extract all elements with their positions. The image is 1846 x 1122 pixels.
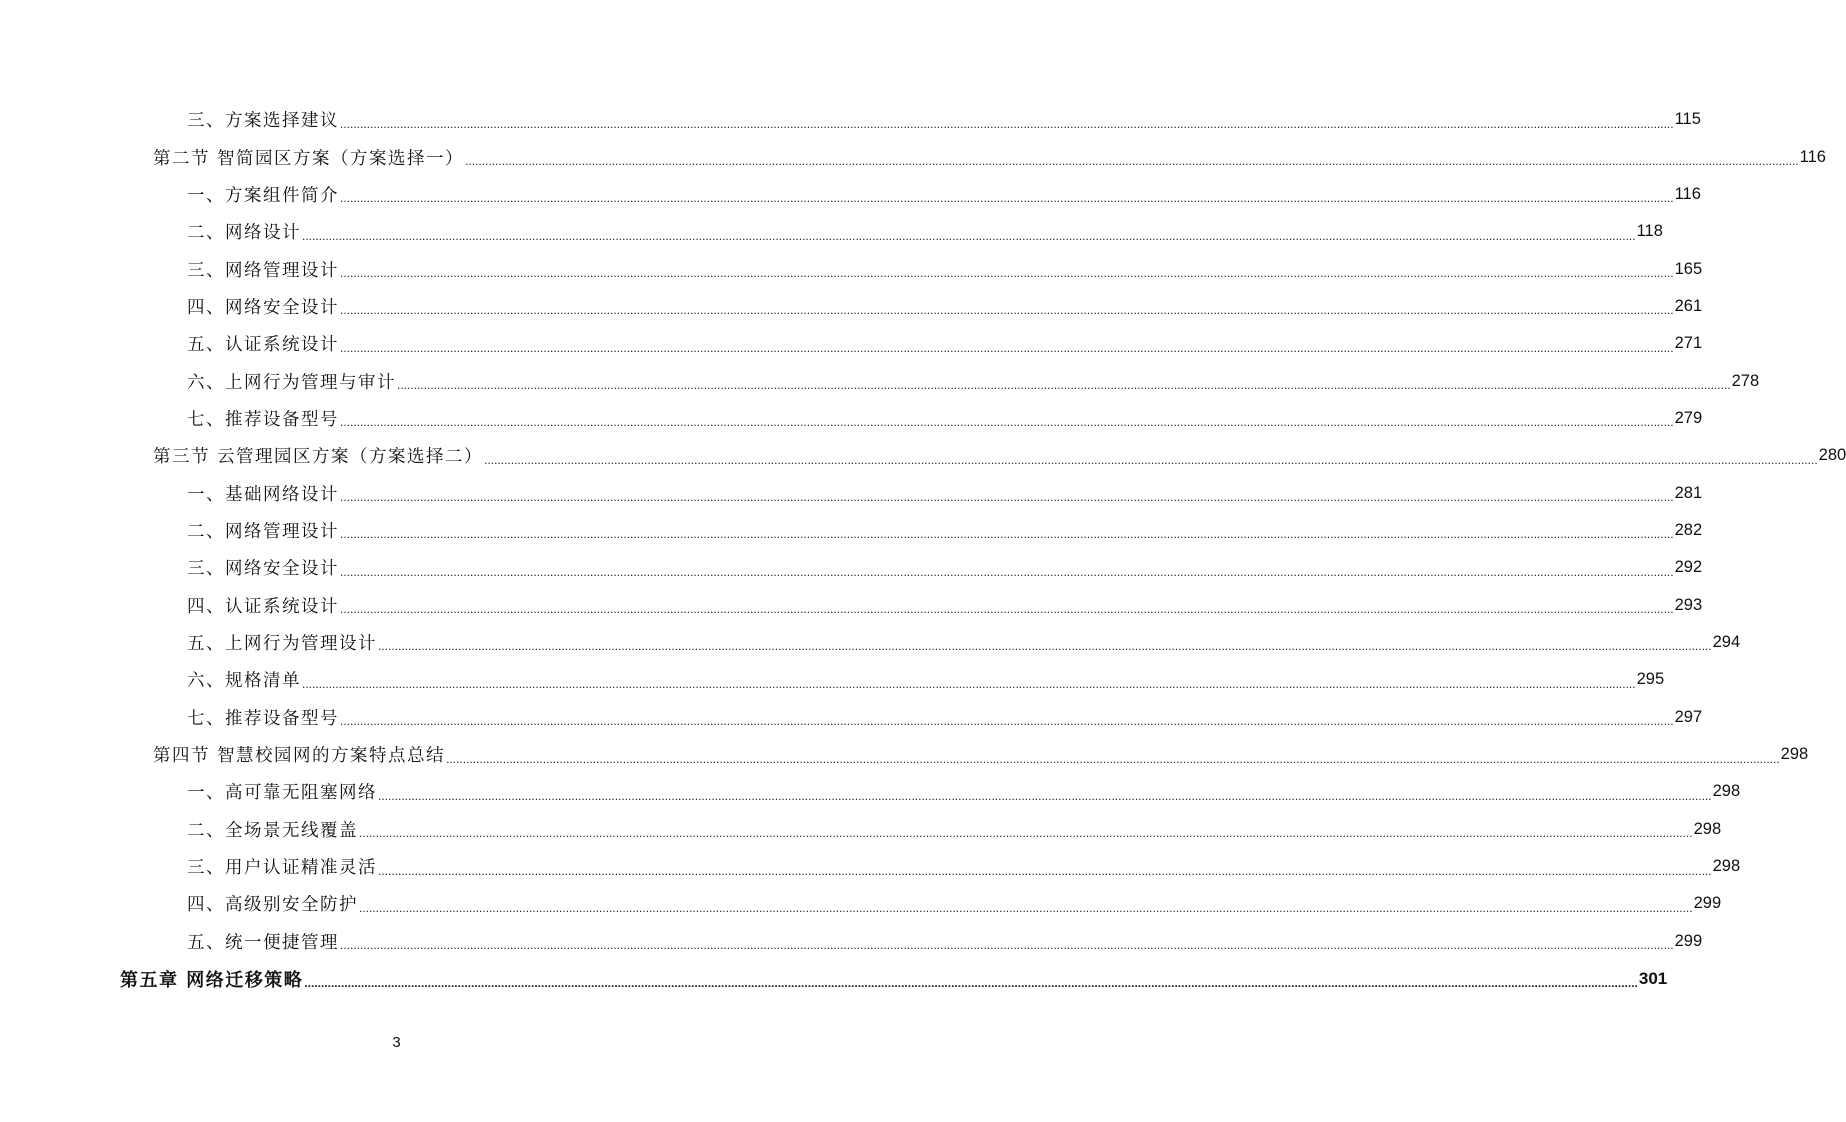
toc-entry-title: 四、网络安全设计 <box>187 297 339 318</box>
toc-entry-title: 五、上网行为管理设计 <box>187 633 377 654</box>
toc-entry-page: 299 <box>1674 931 1703 950</box>
toc-entry-title: 七、推荐设备型号 <box>187 409 339 430</box>
toc-entry-page: 116 <box>1674 184 1701 203</box>
toc-entry-page: 292 <box>1674 558 1703 577</box>
toc-entry-page: 116 <box>1799 147 1826 166</box>
toc-entry-page: 298 <box>1693 819 1722 838</box>
toc-entry[interactable] <box>0 699 1703 736</box>
toc-dot-leader: ................................................................................................................................................................................................................................................................................................................................................................................................................ <box>484 452 1818 467</box>
toc-entry-page: 295 <box>1636 670 1665 689</box>
toc-entry-title: 二、网络管理设计 <box>187 521 339 542</box>
toc-dot-leader: ................................................................................................................................................................................................................................................................................................................................................................................................................ <box>446 751 1780 766</box>
toc-entry-title: 五、认证系统设计 <box>187 335 339 356</box>
toc-dot-leader: ................................................................................................................................................................................................................................................................................................................................................................................................................ <box>465 154 1799 169</box>
toc-entry[interactable] <box>0 138 1826 175</box>
toc-entry[interactable] <box>0 586 1703 623</box>
toc-entry[interactable] <box>0 923 1703 960</box>
toc-dot-leader: ................................................................................................................................................................................................................................................................................................................................................................................................................ <box>340 527 1674 542</box>
toc-entry-title: 三、方案选择建议 <box>187 111 339 132</box>
toc-entry-title: 一、方案组件简介 <box>187 185 339 206</box>
toc-entry[interactable] <box>0 661 1665 698</box>
toc-dot-leader: ................................................................................................................................................................................................................................................................................................................................................................................................................ <box>340 340 1674 355</box>
toc-entry-title: 二、网络设计 <box>187 223 301 244</box>
toc-entry-page: 299 <box>1693 894 1722 913</box>
toc-entry[interactable] <box>0 437 1846 474</box>
toc-dot-leader: ................................................................................................................................................................................................................................................................................................................................................................................................................ <box>340 303 1674 318</box>
toc-entry-title: 四、认证系统设计 <box>187 596 339 617</box>
toc-entry[interactable] <box>0 101 1701 138</box>
toc-entry-title: 第五章 网络迁移策略 <box>120 969 304 991</box>
toc-entry-page: 261 <box>1674 296 1703 315</box>
toc-entry-title: 六、规格清单 <box>187 671 301 692</box>
toc-dot-leader: ................................................................................................................................................................................................................................................................................................................................................................................................................ <box>340 415 1674 430</box>
toc-dot-leader: ................................................................................................................................................................................................................................................................................................................................................................................................................ <box>340 191 1674 206</box>
toc-entry[interactable] <box>0 176 1701 213</box>
toc-dot-leader: ................................................................................................................................................................................................................................................................................................................................................................................................................ <box>340 116 1674 131</box>
toc-dot-leader: ................................................................................................................................................................................................................................................................................................................................................................................................................ <box>302 228 1636 243</box>
toc-entry-title: 一、基础网络设计 <box>187 484 339 505</box>
toc-entry[interactable] <box>0 400 1703 437</box>
toc-entry-page: 279 <box>1674 408 1703 427</box>
toc-dot-leader: ................................................................................................................................................................................................................................................................................................................................................................................................................ <box>340 602 1674 617</box>
page-number: 3 <box>392 1034 401 1051</box>
toc-entry-title: 六、上网行为管理与审计 <box>187 372 396 393</box>
toc-entry-page: 281 <box>1674 483 1703 502</box>
toc-entry[interactable] <box>0 773 1741 810</box>
toc-dot-leader: ................................................................................................................................................................................................................................................................................................................................................................................................................ <box>304 975 1638 990</box>
toc-entry[interactable] <box>0 325 1703 362</box>
toc-dot-leader: ................................................................................................................................................................................................................................................................................................................................................................................................................ <box>340 564 1674 579</box>
toc-entry[interactable] <box>0 885 1722 922</box>
toc-entry-page: 298 <box>1712 782 1741 801</box>
toc-dot-leader: ................................................................................................................................................................................................................................................................................................................................................................................................................ <box>340 266 1674 281</box>
toc-entry-page: 118 <box>1636 222 1663 241</box>
toc-entry-title: 一、高可靠无阻塞网络 <box>187 783 377 804</box>
toc-entry[interactable] <box>0 960 1668 997</box>
toc-entry[interactable] <box>0 736 1809 773</box>
toc-entry-page: 301 <box>1638 968 1668 988</box>
table-of-contents <box>0 101 1846 997</box>
toc-dot-leader: ................................................................................................................................................................................................................................................................................................................................................................................................................ <box>340 490 1674 505</box>
toc-entry-page: 293 <box>1674 595 1703 614</box>
toc-entry-title: 三、用户认证精准灵活 <box>187 858 377 879</box>
toc-entry-page: 278 <box>1731 371 1760 390</box>
toc-entry[interactable] <box>0 362 1760 399</box>
toc-entry-page: 271 <box>1674 334 1703 353</box>
toc-entry-title: 七、推荐设备型号 <box>187 708 339 729</box>
toc-entry-title: 第四节 智慧校园网的方案特点总结 <box>153 746 446 767</box>
toc-entry-page: 298 <box>1712 857 1741 876</box>
toc-entry[interactable] <box>0 213 1663 250</box>
toc-entry-title: 五、统一便捷管理 <box>187 932 339 953</box>
toc-entry-title: 第二节 智简园区方案（方案选择一） <box>153 148 465 169</box>
toc-entry-page: 280 <box>1818 446 1846 465</box>
toc-dot-leader: ................................................................................................................................................................................................................................................................................................................................................................................................................ <box>302 676 1636 691</box>
toc-entry[interactable] <box>0 288 1703 325</box>
toc-entry[interactable] <box>0 624 1741 661</box>
toc-dot-leader: ................................................................................................................................................................................................................................................................................................................................................................................................................ <box>340 714 1674 729</box>
toc-dot-leader: ................................................................................................................................................................................................................................................................................................................................................................................................................ <box>378 863 1712 878</box>
toc-entry[interactable] <box>0 848 1741 885</box>
toc-entry-page: 282 <box>1674 520 1703 539</box>
toc-entry-title: 三、网络管理设计 <box>187 260 339 281</box>
toc-entry[interactable] <box>0 512 1703 549</box>
toc-entry[interactable] <box>0 549 1703 586</box>
toc-entry-page: 115 <box>1674 110 1701 129</box>
toc-dot-leader: ................................................................................................................................................................................................................................................................................................................................................................................................................ <box>359 900 1693 915</box>
toc-entry-title: 三、网络安全设计 <box>187 559 339 580</box>
toc-entry-title: 四、高级别安全防护 <box>187 895 358 916</box>
toc-entry-page: 294 <box>1712 632 1741 651</box>
toc-entry-title: 第三节 云管理园区方案（方案选择二） <box>153 447 484 468</box>
toc-entry[interactable] <box>0 811 1722 848</box>
toc-entry[interactable] <box>0 250 1703 287</box>
toc-dot-leader: ................................................................................................................................................................................................................................................................................................................................................................................................................ <box>378 788 1712 803</box>
toc-entry-page: 297 <box>1674 707 1703 726</box>
toc-entry[interactable] <box>0 474 1703 511</box>
toc-entry-title: 二、全场景无线覆盖 <box>187 820 358 841</box>
toc-dot-leader: ................................................................................................................................................................................................................................................................................................................................................................................................................ <box>378 639 1712 654</box>
toc-dot-leader: ................................................................................................................................................................................................................................................................................................................................................................................................................ <box>397 378 1731 393</box>
toc-dot-leader: ................................................................................................................................................................................................................................................................................................................................................................................................................ <box>340 938 1674 953</box>
toc-entry-page: 298 <box>1780 745 1809 764</box>
toc-dot-leader: ................................................................................................................................................................................................................................................................................................................................................................................................................ <box>359 826 1693 841</box>
toc-entry-page: 165 <box>1674 259 1703 278</box>
